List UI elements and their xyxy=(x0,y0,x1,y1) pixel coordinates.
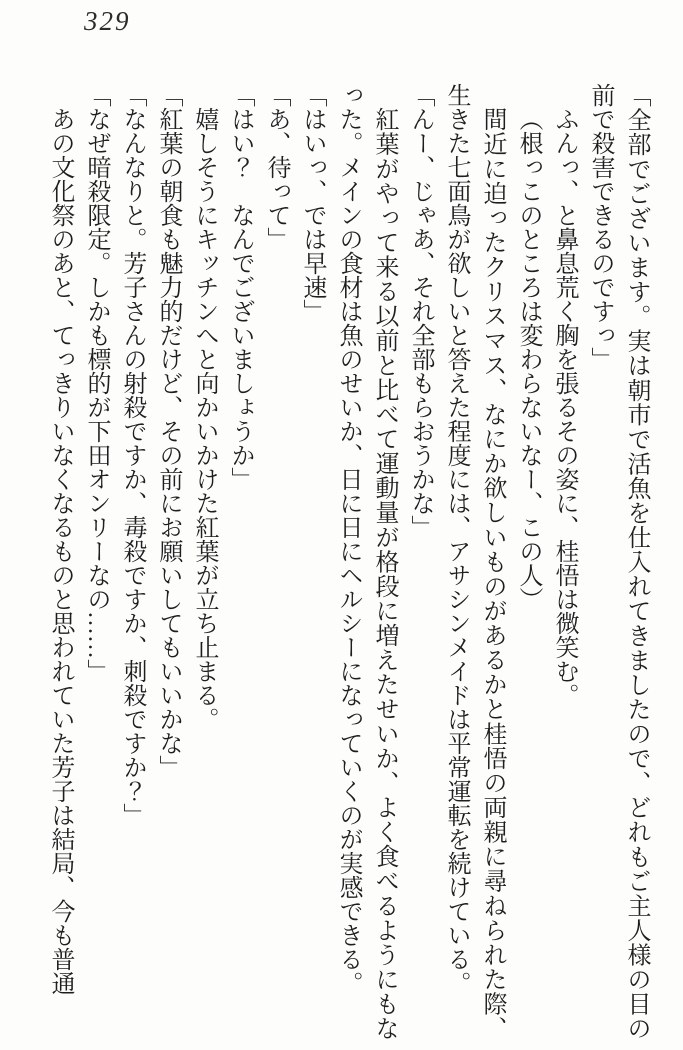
paragraph: 「はい？ なんでございましょうか」 xyxy=(227,83,253,491)
paragraph: 「あ、待って」 xyxy=(263,83,289,251)
paragraph: 「なぜ暗殺限定。しかも標的が下田オンリーなの……」 xyxy=(83,83,109,683)
paragraph: 「なんなりと。芳子さんの射殺ですか、毒殺ですか、刺殺ですか？」 xyxy=(119,83,145,827)
paragraph: （根っこのところは変わらないなー、この人） xyxy=(515,107,541,611)
paragraph: 「紅葉の朝食も魅力的だけど、その前にお願いしてもいいかな」 xyxy=(155,83,181,779)
paragraph: 嬉しそうにキッチンへと向かいかけた紅葉が立ち止まる。 xyxy=(191,107,217,731)
paragraph: あの文化祭のあと、てっきりいなくなるものと思われていた芳子は結局、今も普通 xyxy=(47,107,73,995)
paragraph: 「全部でございます。実は朝市で活魚を仕入れてきましたので、どれもご主人様の目の前で殺害できるのですっ」 xyxy=(587,83,649,1040)
page-number: 329 xyxy=(84,6,131,36)
paragraph: 間近に迫ったクリスマス、なにか欲しいものがあるかと桂悟の両親に尋ねられた際、生きた七面鳥が欲しいと答えた程度には、アサシンメイドは平常運転を続けている。 xyxy=(443,83,505,1040)
paragraph: ふんっ、と鼻息荒く胸を張るその姿に、桂悟は微笑む。 xyxy=(551,107,577,707)
paragraph: 「んー、じゃあ、それ全部もらおうかな」 xyxy=(407,83,433,539)
text-block xyxy=(42,83,654,1040)
paragraph: 「はいっ、では早速」 xyxy=(299,83,325,323)
paragraph: 紅葉がやって来る以前と比べて運動量が格段に増えたせいか、よく食べるようにもなった。メインの食材は魚のせいか、日に日にヘルシーになっていくのが実感できる。 xyxy=(335,83,397,1040)
